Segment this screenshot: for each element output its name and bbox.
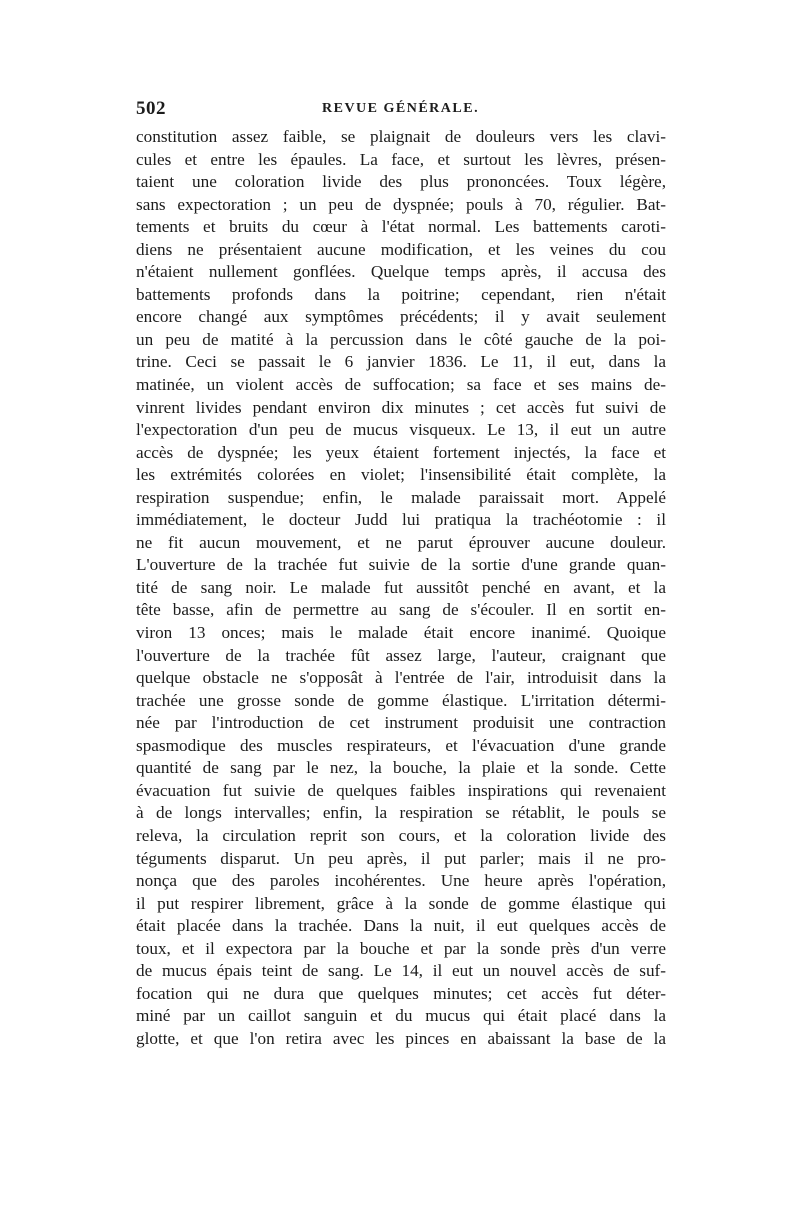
running-title: REVUE GÉNÉRALE. <box>322 101 480 116</box>
text-line: n'étaient nullement gonflées. Quelque temps après, il accusa des <box>136 262 666 282</box>
text-line: releva, la circulation reprit son cours, et la coloration livide des <box>136 825 666 845</box>
text-line: sans expectoration ; un peu de dyspnée; pouls à 70, régulier. Bat- <box>136 194 666 214</box>
page-number: 502 <box>136 98 166 119</box>
text-line: encore changé aux symptômes précédents; il y avait seulement <box>136 307 666 327</box>
text-line: ne fit aucun mouvement, et ne parut éprouver aucune douleur. <box>136 532 666 552</box>
text-line: accès de dyspnée; les yeux étaient fortement injectés, la face et <box>136 442 666 462</box>
text-line: tité de sang noir. Le malade fut aussitôt penché en avant, et la <box>136 577 666 597</box>
text-line: miné par un caillot sanguin et du mucus qui était placé dans la <box>136 1006 666 1026</box>
body-text <box>136 126 666 1050</box>
text-line: viron 13 onces; mais le malade était encore inanimé. Quoique <box>136 623 666 643</box>
text-line: née par l'introduction de cet instrument produisit une contraction <box>136 713 666 733</box>
text-line: cules et entre les épaules. La face, et surtout les lèvres, présen- <box>136 149 666 169</box>
text-line: quantité de sang par le nez, la bouche, la plaie et la sonde. Cette <box>136 758 666 778</box>
text-line: spasmodique des muscles respirateurs, et l'évacuation d'une grande <box>136 735 666 755</box>
text-line: l'expectoration d'un peu de mucus visqueux. Le 13, il eut un autre <box>136 420 666 440</box>
text-line: trine. Ceci se passait le 6 janvier 1836. Le 11, il eut, dans la <box>136 352 666 372</box>
text-line: nonça que des paroles incohérentes. Une heure après l'opération, <box>136 871 666 891</box>
text-line: il put respirer librement, grâce à la sonde de gomme élastique qui <box>136 893 666 913</box>
running-head <box>136 98 666 122</box>
text-line: de mucus épais teint de sang. Le 14, il eut un nouvel accès de suf- <box>136 961 666 981</box>
text-line: vinrent livides pendant environ dix minutes ; cet accès fut suivi de <box>136 397 666 417</box>
text-line: L'ouverture de la trachée fut suivie de la sortie d'une grande quan- <box>136 555 666 575</box>
text-line: tête basse, afin de permettre au sang de s'écouler. Il en sortit en- <box>136 600 666 620</box>
text-line: évacuation fut suivie de quelques faibles inspirations qui revenaient <box>136 780 666 800</box>
text-line: toux, et il expectora par la bouche et par la sonde près d'un verre <box>136 938 666 958</box>
text-line: l'ouverture de la trachée fût assez large, l'auteur, craignant que <box>136 645 666 665</box>
text-line: constitution assez faible, se plaignait de douleurs vers les clavi- <box>136 127 666 146</box>
text-line: diens ne présentaient aucune modification, et les veines du cou <box>136 239 666 259</box>
text-line: glotte, et que l'on retira avec les pinces en abaissant la base de la <box>136 1028 666 1048</box>
text-line: quelque obstacle ne s'opposât à l'entrée de l'air, introduisit dans la <box>136 668 666 688</box>
text-line: un peu de matité à la percussion dans le côté gauche de la poi- <box>136 329 666 349</box>
text-line: les extrémités colorées en violet; l'insensibilité était complète, la <box>136 465 666 485</box>
text-line: immédiatement, le docteur Judd lui pratiqua la trachéotomie : il <box>136 510 666 530</box>
text-line: trachée une grosse sonde de gomme élastique. L'irritation détermi- <box>136 690 666 710</box>
text-line: battements profonds dans la poitrine; cependant, rien n'était <box>136 284 666 304</box>
text-line: téguments disparut. Un peu après, il put parler; mais il ne pro- <box>136 848 666 868</box>
text-line: focation qui ne dura que quelques minutes; cet accès fut déter- <box>136 983 666 1003</box>
text-line: taient une coloration livide des plus prononcées. Toux légère, <box>136 172 666 192</box>
text-line: respiration suspendue; enfin, le malade paraissait mort. Appelé <box>136 487 666 507</box>
text-line: à de longs intervalles; enfin, la respiration se rétablit, le pouls se <box>136 803 666 823</box>
text-line: était placée dans la trachée. Dans la nuit, il eut quelques accès de <box>136 916 666 936</box>
text-line: matinée, un violent accès de suffocation; sa face et ses mains de- <box>136 375 666 395</box>
text-line: tements et bruits du cœur à l'état normal. Les battements caroti- <box>136 217 666 237</box>
